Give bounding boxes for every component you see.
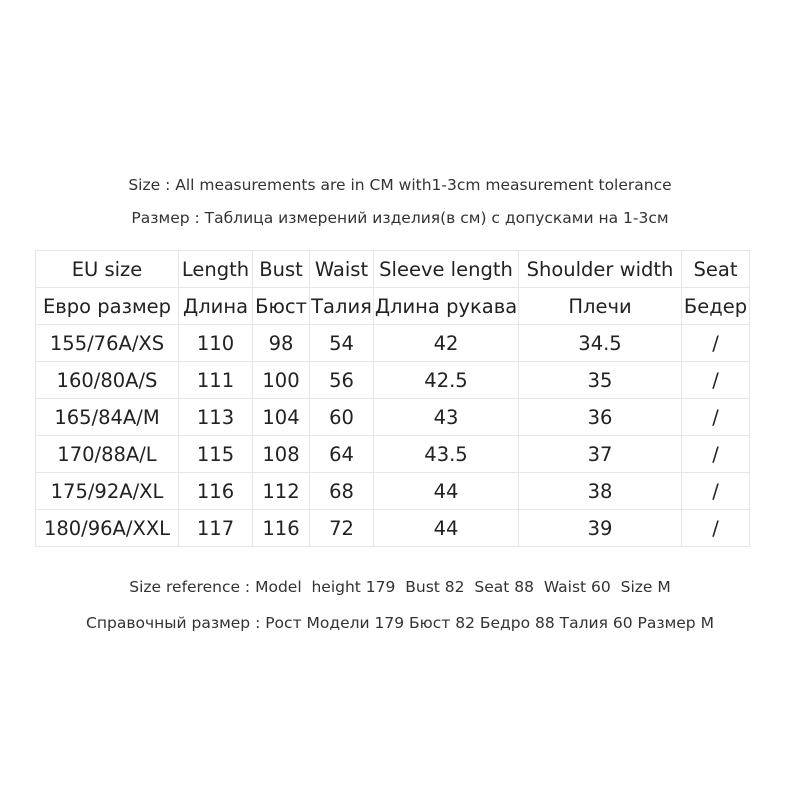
table-cell: 180/96A/XXL <box>36 510 179 547</box>
header-cell: Бюст <box>253 288 310 325</box>
table-cell: 72 <box>310 510 374 547</box>
table-cell: 38 <box>519 473 682 510</box>
table-cell: 110 <box>179 325 253 362</box>
size-reference-en: Size reference : Model height 179 Bust 82 Seat 88 Waist 60 Size M <box>129 578 671 596</box>
table-row <box>36 399 750 436</box>
table-cell: 37 <box>519 436 682 473</box>
size-note-ru: Размер : Таблица измерений изделия(в см) с допусками на 1-3см <box>131 209 669 227</box>
table-cell: 160/80A/S <box>36 362 179 399</box>
table-cell: 43 <box>374 399 519 436</box>
table-cell: 165/84A/M <box>36 399 179 436</box>
table-cell: 44 <box>374 510 519 547</box>
table-cell: 98 <box>253 325 310 362</box>
header-row-en <box>36 251 750 288</box>
table-cell: 116 <box>179 473 253 510</box>
table-cell: 175/92A/XL <box>36 473 179 510</box>
table-cell: 42 <box>374 325 519 362</box>
table-cell: / <box>682 325 750 362</box>
table-row <box>36 473 750 510</box>
table-cell: 112 <box>253 473 310 510</box>
table-cell: 111 <box>179 362 253 399</box>
table-cell: 108 <box>253 436 310 473</box>
size-chart-table <box>35 250 750 547</box>
header-cell: Sleeve length <box>374 251 519 288</box>
table-cell: 42.5 <box>374 362 519 399</box>
header-cell: Length <box>179 251 253 288</box>
table-cell: 116 <box>253 510 310 547</box>
table-cell: 117 <box>179 510 253 547</box>
header-cell: Waist <box>310 251 374 288</box>
table-cell: 100 <box>253 362 310 399</box>
table-cell: 35 <box>519 362 682 399</box>
table-cell: 68 <box>310 473 374 510</box>
header-row-ru <box>36 288 750 325</box>
table-cell: 34.5 <box>519 325 682 362</box>
table-cell: 36 <box>519 399 682 436</box>
table-cell: / <box>682 510 750 547</box>
table-cell: / <box>682 399 750 436</box>
table-cell: 54 <box>310 325 374 362</box>
table-cell: 39 <box>519 510 682 547</box>
table-cell: 155/76A/XS <box>36 325 179 362</box>
table-row <box>36 325 750 362</box>
header-cell: Shoulder width <box>519 251 682 288</box>
table-row <box>36 436 750 473</box>
table-row <box>36 510 750 547</box>
table-cell: 104 <box>253 399 310 436</box>
header-cell: Длина <box>179 288 253 325</box>
table-cell: / <box>682 473 750 510</box>
header-cell: Плечи <box>519 288 682 325</box>
table-row <box>36 362 750 399</box>
table-cell: / <box>682 362 750 399</box>
table-cell: / <box>682 436 750 473</box>
table-cell: 64 <box>310 436 374 473</box>
table-cell: 43.5 <box>374 436 519 473</box>
header-cell: Евро размер <box>36 288 179 325</box>
header-cell: Bust <box>253 251 310 288</box>
size-reference-ru: Справочный размер : Рост Модели 179 Бюст 82 Бедро 88 Талия 60 Размер M <box>86 614 714 632</box>
table-cell: 113 <box>179 399 253 436</box>
header-cell: EU size <box>36 251 179 288</box>
table-cell: 170/88A/L <box>36 436 179 473</box>
table-cell: 60 <box>310 399 374 436</box>
table-cell: 44 <box>374 473 519 510</box>
size-note-en: Size : All measurements are in CM with1-3cm measurement tolerance <box>128 176 672 194</box>
table-cell: 56 <box>310 362 374 399</box>
header-cell: Талия <box>310 288 374 325</box>
header-cell: Длина рукава <box>374 288 519 325</box>
table-cell: 115 <box>179 436 253 473</box>
header-cell: Seat <box>682 251 750 288</box>
header-cell: Бедер <box>682 288 750 325</box>
